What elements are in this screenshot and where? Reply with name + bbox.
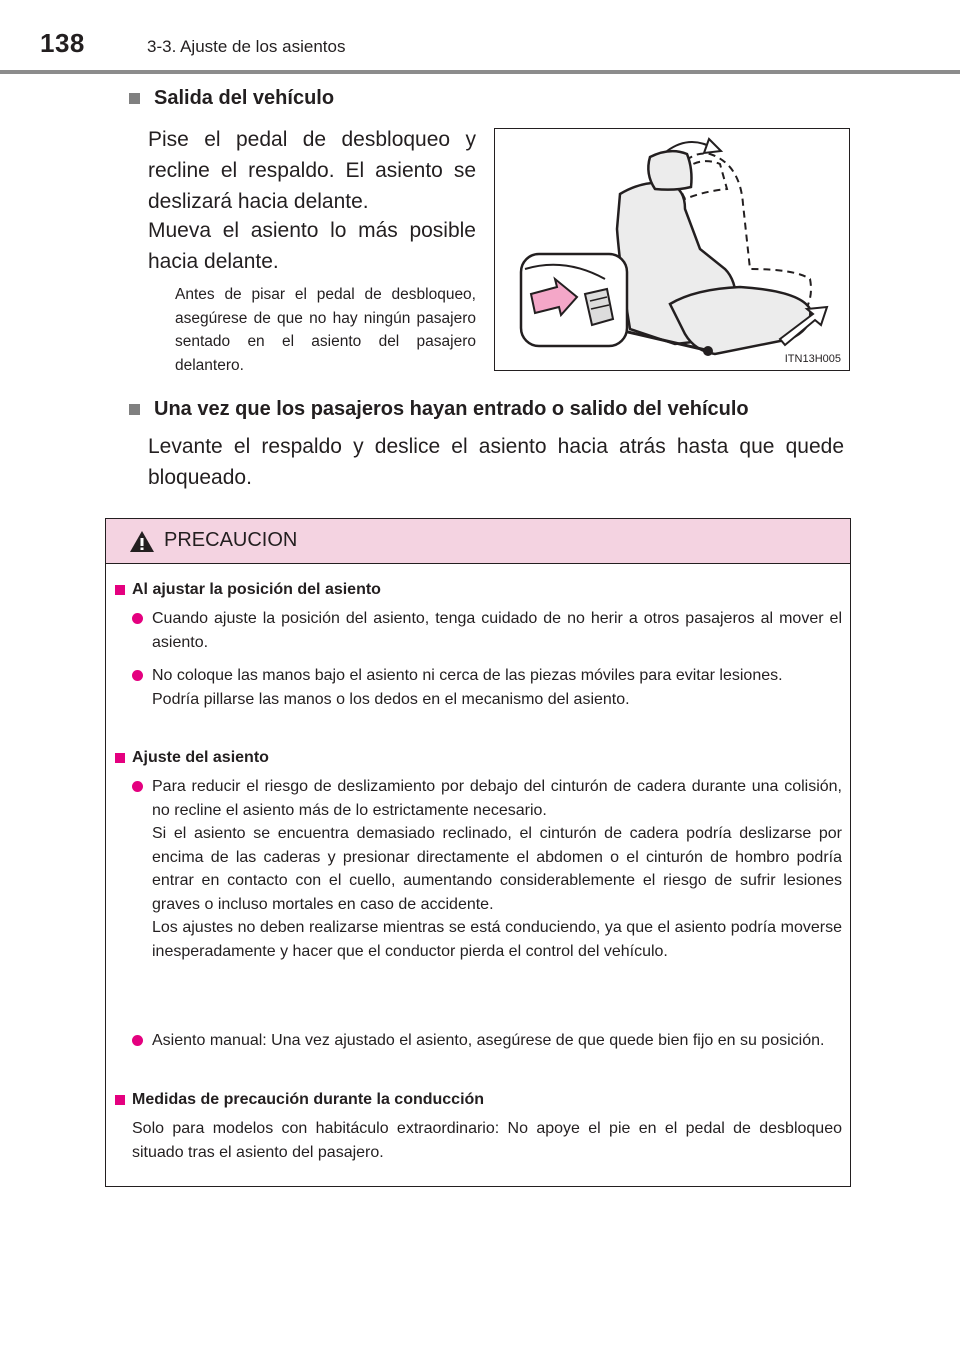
caution-bullet-item (132, 1029, 842, 1053)
return-paragraph: Levante el respaldo y deslice el asiento hacia atrás hasta que quede bloqueado. (148, 435, 844, 489)
bullet-icon (132, 613, 143, 624)
caution-bullet-item (132, 775, 842, 963)
heading-square-icon (129, 404, 140, 415)
exit-note: Antes de pisar el pedal de desbloqueo, asegúrese de que no hay ningún pasajero sentado en el asiento del pasajero delantero. (175, 286, 476, 374)
return-heading (129, 398, 749, 421)
header-rule (0, 70, 960, 74)
caution-section-heading-text: Al ajustar la posición del asiento (132, 581, 381, 598)
caution-section-heading (115, 1091, 484, 1109)
caution-paragraph: Solo para modelos con habitáculo extraordinario: No apoye el pie en el pedal de desbloqueo situado tras el asiento del pasajero. (132, 1120, 842, 1161)
caution-section-heading (115, 581, 381, 599)
page-number: 138 (40, 28, 85, 58)
figure-code: ITN13H005 (784, 353, 841, 365)
section-title: 3-3. Ajuste de los asientos (147, 37, 346, 56)
caution-bullet-text: No coloque las manos bajo el asiento ni cerca de las piezas móviles para evitar lesiones. (152, 667, 783, 684)
caution-header (106, 519, 850, 564)
exit-paragraph-1: Pise el pedal de desbloqueo y recline el respaldo. El asiento se deslizará hacia delante. (148, 128, 476, 213)
caution-title: PRECAUCION (164, 529, 298, 551)
caution-bullet-item (132, 607, 842, 654)
caution-section-heading-text: Ajuste del asiento (132, 749, 269, 766)
caution-bullet-text: Los ajustes no deben realizarse mientras se está conduciendo, ya que el asiento podría moverse inesperadamente y hacer que el conductor pierda el control del vehículo. (152, 919, 842, 960)
caution-section-heading (115, 749, 269, 767)
caution-box (105, 518, 851, 1187)
caution-bullet-text: Podría pillarse las manos o los dedos en el mecanismo del asiento. (152, 690, 630, 708)
caution-bullet-text: Para reducir el riesgo de deslizamiento por debajo del cinturón de cadera durante una colisión, no recline el asiento más de lo estrictamente necesario. (152, 778, 842, 819)
heading-square-icon (115, 1095, 125, 1105)
seat-illustration (495, 129, 850, 371)
bullet-icon (132, 1035, 143, 1046)
return-heading-text: Una vez que los pasajeros hayan entrado o salido del vehículo (154, 398, 749, 420)
exit-heading-text: Salida del vehículo (154, 87, 335, 109)
caution-bullet-text: Asiento manual: Una vez ajustado el asiento, asegúrese de que quede bien fijo en su posición. (152, 1032, 825, 1049)
bullet-icon (132, 781, 143, 792)
caution-section-heading-text: Medidas de precaución durante la conducción (132, 1091, 485, 1108)
exit-paragraph-2: Mueva el asiento lo más posible hacia delante. (148, 219, 476, 273)
heading-square-icon (129, 93, 140, 104)
caution-bullet-text: Si el asiento se encuentra demasiado reclinado, el cinturón de cadera podría deslizarse por encima de las caderas y presionar directamente el abdomen o el cinturón de hombro podría entrar en contacto con el cuello, aumentando considerablemente el riesgo de sufrir lesiones graves o incluso mortales en caso de accidente. (152, 825, 842, 913)
heading-square-icon (115, 753, 125, 763)
bullet-icon (132, 670, 143, 681)
seat-illustration-figure (494, 128, 850, 371)
caution-bullet-text: Cuando ajuste la posición del asiento, tenga cuidado de no herir a otros pasajeros al mover el asiento. (152, 610, 842, 651)
exit-heading (129, 87, 334, 110)
warning-icon (129, 530, 155, 553)
heading-square-icon (115, 585, 125, 595)
caution-bullet-item (132, 664, 842, 711)
